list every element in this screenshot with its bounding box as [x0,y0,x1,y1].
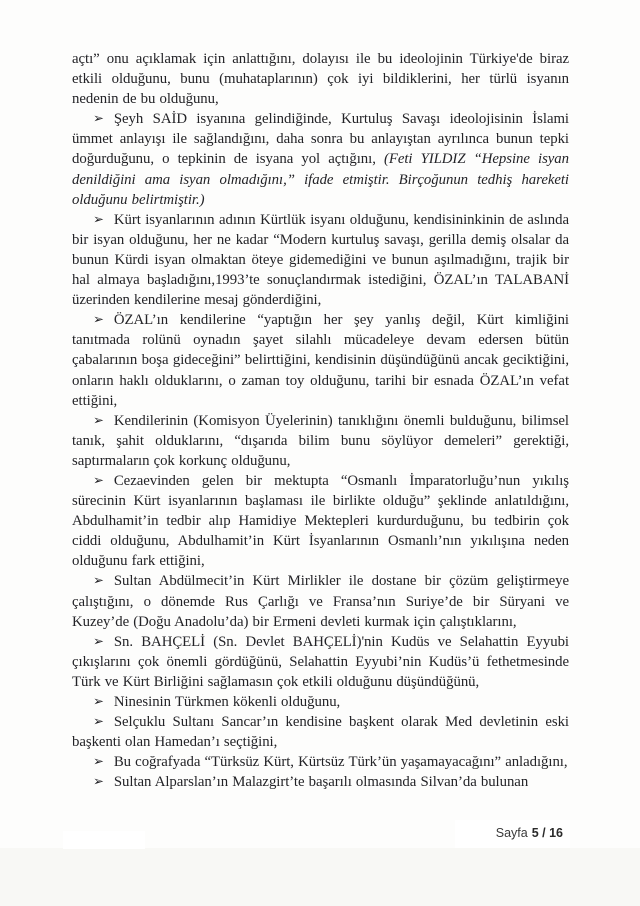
bullet-arrow-icon: ➢ [93,211,104,227]
paragraph-segment: Sn. BAHÇELİ (Sn. Devlet BAHÇELİ)'nin Kudüs ve Selahattin Eyyubi çıkışlarını çok önemli gördüğünü, Selahattin Eyyubi’nin Kudüs’ü fethetmesinde Türk ve Kürt Birliğini sağlamasın çok etkili olduğunu düşündüğünü, [72,633,569,690]
bullet-arrow-icon: ➢ [93,633,104,649]
paragraph [72,411,569,471]
paragraph [72,632,569,692]
paragraph-segment: Ninesinin Türkmen kökenli olduğunu, [113,694,341,710]
bullet-arrow-icon: ➢ [93,412,104,428]
paragraph-segment-italic: (Feti YILDIZ “Hepsine isyan denildiğini ama isyan olmadığını,” ifade etmiştir. Birçoğunun tedhiş hareketi olduğunu belirtmiştir.) [72,151,570,208]
paragraph-segment: açtı” onu açıklamak için anlattığını, dolayısı ile bu ideolojinin Türkiye'de biraz etkili olduğunu, bunu (muhataplarının) çok iyi bildiklerini, her türlü isyanın nedenin de bu olduğunu, [72,51,569,108]
bullet-arrow-icon: ➢ [93,773,104,789]
footer-page-label: Sayfa [495,826,528,840]
paragraph [72,571,569,631]
scan-bottom-band [0,848,640,906]
page-footer [496,826,563,840]
paragraph [72,210,569,310]
paragraph-segment: Sultan Abdülmecit’in Kürt Mirlikler ile dostane bir çözüm geliştirmeye çalıştığını, o dönemde Rus Çarlığı ve Fransa’nın Suriye’de bir Süryani ve Kuzey’de (Doğu Anadolu’da) bir Ermeni devleti kurmak için çalıştıklarını, [72,573,569,630]
paragraph-segment: Cezaevinden gelen bir mektupta “Osmanlı İmparatorluğu’nun yıkılış sürecinin Kürt isyanlarının başlaması ile birlikte olduğu” şeklinde anlatıldığını, Abdulhamit’in tedbir alıp Hamidiye Mektepleri kurdurduğunu, bu tedbirin çok ciddi olduğunu, Abdulhamit’in Kürt İsyanlarının Osmanlı’nın yıkılışına neden olduğunu fark ettiğini, [72,472,569,570]
paragraph-segment: ÖZAL’ın kendilerine “yaptığın her şey yanlış değil, Kürt kimliğini tanıtmada rolünü oynadın şayet silahlı mücadeleye devam edersen bütün çabalarının boşa gideceğini” belirttiğini, kendisinin düşündüğünü ancak geciktiğini, onların haklı olduklarını, o zaman toy olduğunu, tarihi bir esnada ÖZAL’ın vefat ettiğini, [72,312,569,409]
paragraph [72,692,569,712]
scan-artifact-box [63,831,145,849]
paragraph [72,471,569,571]
bullet-arrow-icon: ➢ [93,311,104,327]
bullet-arrow-icon: ➢ [93,753,104,769]
bullet-arrow-icon: ➢ [93,693,104,709]
bullet-arrow-icon: ➢ [93,713,104,729]
paragraph [72,310,569,410]
paragraph-segment: Sultan Alparslan’ın Malazgirt’te başarılı olmasında Silvan’da bulunan [113,774,529,791]
paragraph [72,752,569,772]
paragraph [72,712,569,752]
paragraph-segment: Selçuklu Sultanı Sancar’ın kendisine başkent olarak Med devletinin eski başkenti olan Hamedan’ı seçtiğini, [72,714,569,751]
bullet-arrow-icon: ➢ [93,472,104,488]
bullet-arrow-icon: ➢ [93,110,104,126]
document-body [72,49,569,792]
paragraph-segment: Kürt isyanlarının adının Kürtlük isyanı olduğunu, kendisininkinin de aslında bir isyan olduğunu, her ne kadar “Modern kurtuluş savaşı, gerilla demiş olsalar da bunun Kürdi isyan olmaktan öteye gidemediğini ve bunun aşılmadığını, trajik bir hal almaya başladığını,1993’te sonuçlandırmak istediğini, ÖZAL’ın TALABANİ üzerinden kendilerine mesaj gönderdiğini, [72,211,569,309]
paragraph-segment: Kendilerinin (Komisyon Üyelerinin) tanıklığını önemli bulduğunu, bilimsel tanık, şahit olduklarını, “dışarıda bilim bunu söylüyor demeleri” gerektiği, saptırmaların çok korkunç olduğunu, [72,412,569,469]
footer-page-number: 5 / 16 [531,826,563,840]
paragraph-segment: Bu coğrafyada “Türksüz Kürt, Kürtsüz Türk’ün yaşamayacağını” anladığını, [113,754,568,771]
paragraph [72,109,569,209]
paragraph-segment: Şeyh SAİD isyanına gelindiğinde, Kurtuluş Savaşı ideolojisinin İslami ümmet anlayışı ile sağlandığını, daha sonra bu anlayıştan ayrılınca bunun tepki doğurduğunu, o tepkinin de isyana yol açtığını, [72,111,569,168]
bullet-arrow-icon: ➢ [93,572,104,588]
paragraph [72,772,569,792]
paragraph [72,49,569,109]
